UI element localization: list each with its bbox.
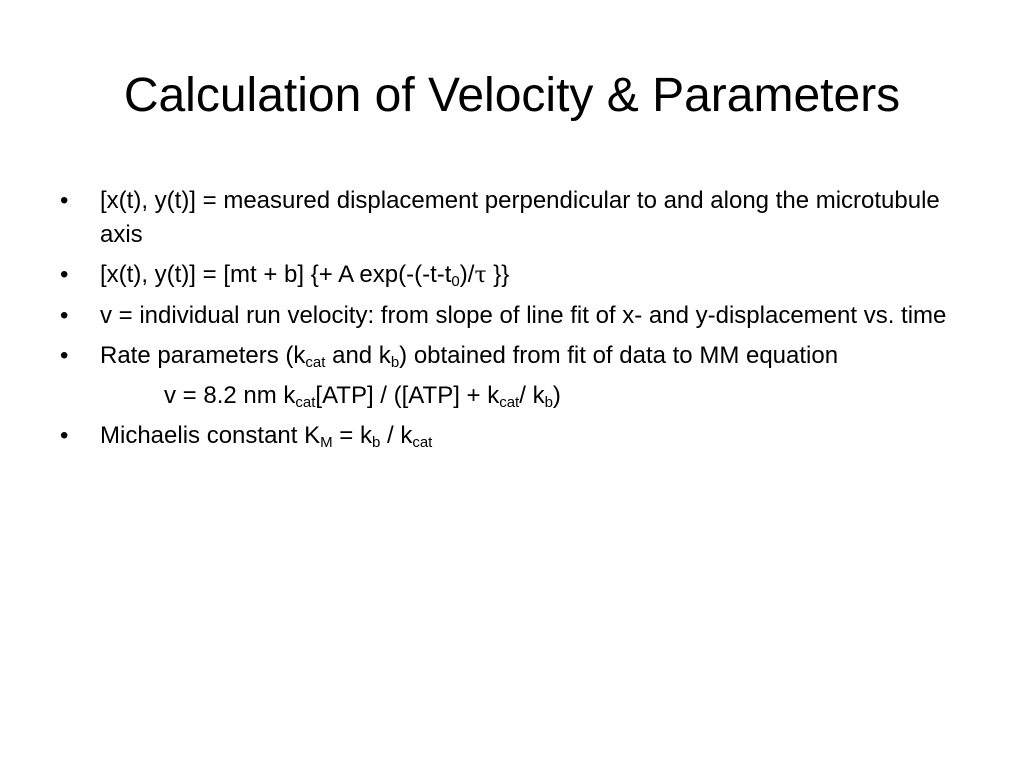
bullet-text-part: / k	[380, 422, 413, 449]
bullet-text-part: Michaelis constant K	[100, 422, 321, 449]
slide-title: Calculation of Velocity & Parameters	[123, 69, 901, 122]
bullet-text-part: and k	[325, 342, 391, 369]
subscript: cat	[412, 434, 433, 451]
subscript: b	[390, 354, 400, 371]
bullet-dot: •	[60, 261, 69, 288]
bullet-dot: •	[60, 187, 69, 214]
tau-symbol: τ	[474, 263, 487, 288]
subscript: b	[371, 434, 381, 451]
equation-part: )	[552, 382, 561, 409]
bullet-item	[60, 184, 960, 252]
bullet-text: v = individual run velocity: from slope of line fit of x- and y-displacement vs. time	[100, 302, 947, 329]
subscript: cat	[305, 354, 326, 371]
equation-part: [ATP] / ([ATP] + k	[315, 382, 500, 409]
bullet-dot: •	[60, 342, 69, 369]
bullet-text-part: )/	[459, 261, 475, 288]
bullet-text: [x(t), y(t)] = measured displacement perpendicular to and along the microtubule axis	[100, 187, 940, 248]
equation-part: v = 8.2 nm k	[164, 382, 296, 409]
bullet-item	[60, 419, 960, 453]
bullet-text-part: = k	[332, 422, 372, 449]
mm-equation	[60, 379, 960, 413]
bullet-item	[60, 339, 960, 373]
equation-part: / k	[519, 382, 545, 409]
bullet-text-part: Rate parameters (k	[100, 342, 306, 369]
subscript: 0	[451, 273, 460, 290]
bullet-text-part: ) obtained from fit of data to MM equation	[399, 342, 839, 369]
subscript: cat	[295, 394, 316, 411]
bullet-item	[60, 299, 960, 333]
bullet-list	[60, 184, 960, 459]
bullet-dot: •	[60, 302, 69, 329]
subscript: b	[544, 394, 553, 411]
subscript: cat	[499, 394, 520, 411]
bullet-text-part: }}	[486, 261, 510, 288]
bullet-item	[60, 258, 960, 293]
subscript: M	[320, 434, 333, 451]
bullet-dot: •	[60, 422, 69, 449]
bullet-text-part: [x(t), y(t)] = [mt + b] {+ A exp(-(-t-t	[100, 261, 452, 288]
